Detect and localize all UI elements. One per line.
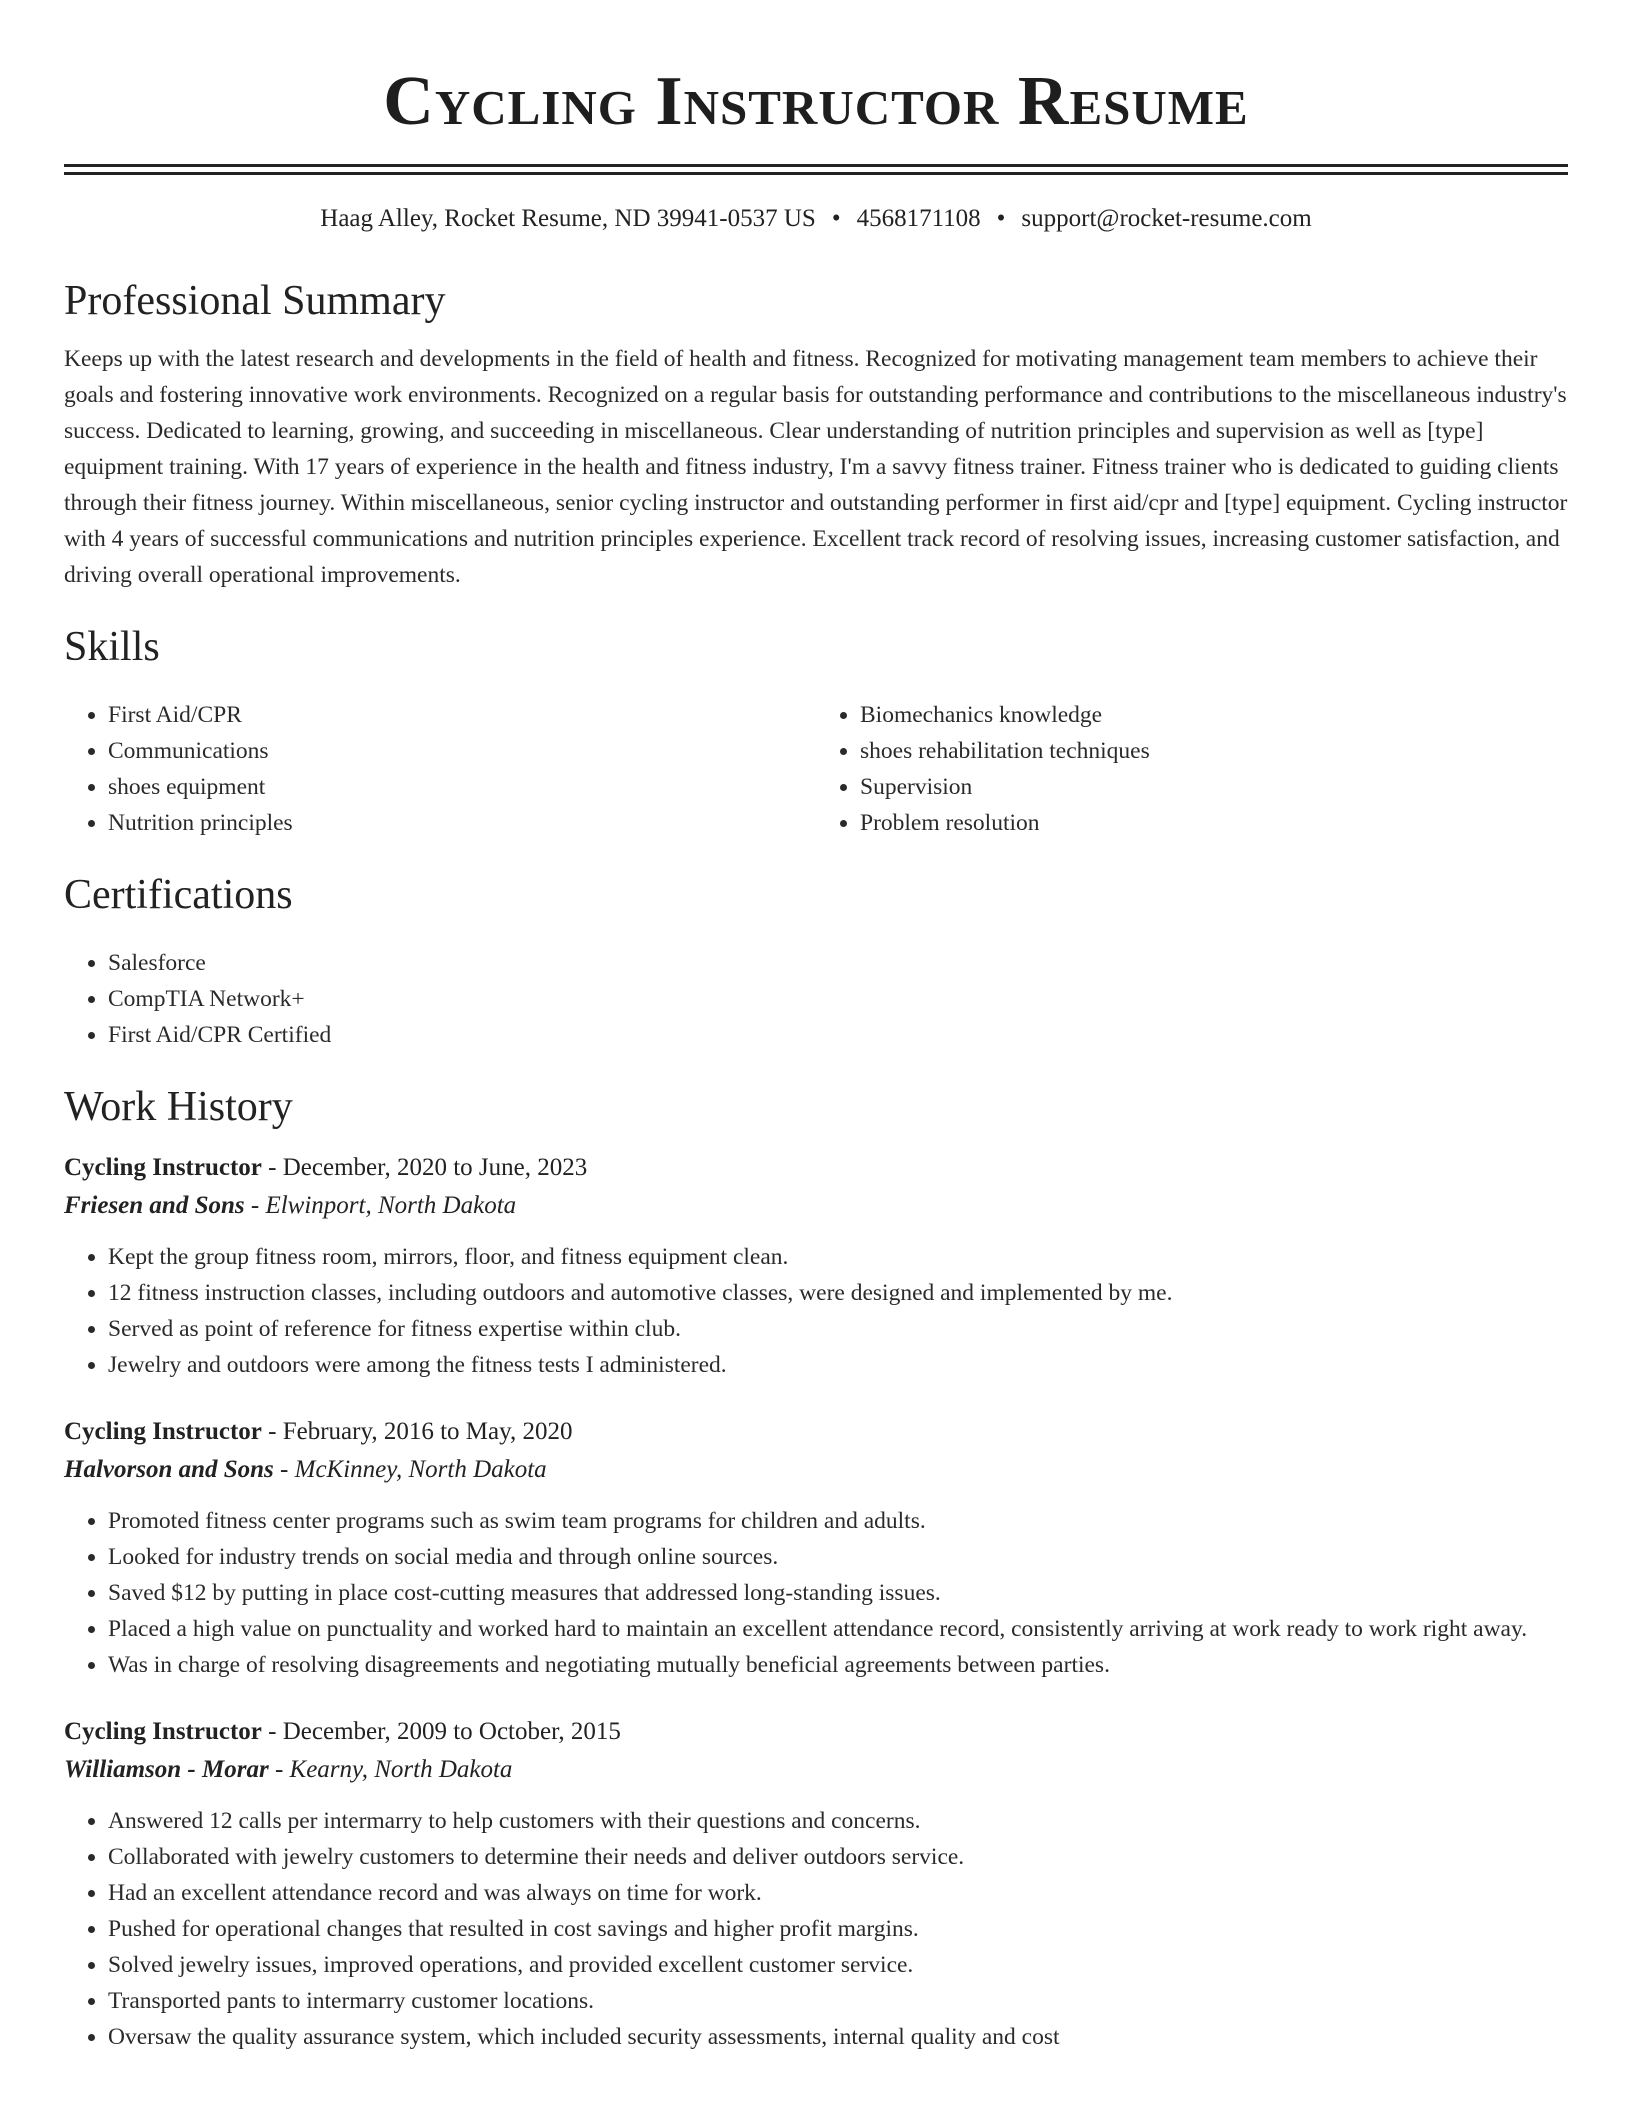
job-company: Halvorson and Sons [64,1456,274,1483]
job-bullet: • Jewelry and outdoors were among the fitness tests I administered. [108,1347,1568,1383]
job-title-line [64,1713,1568,1751]
job-bullet: • 12 fitness instruction classes, including outdoors and automotive classes, were designed and implemented by me. [108,1275,1568,1311]
skills-list-left [64,697,816,841]
job-title: Cycling Instructor [64,1418,262,1445]
job-bullet: • Transported pants to intermarry customer locations. [108,1983,1568,2019]
job-company: Williamson - Morar [64,1756,269,1783]
contact-line [64,201,1568,237]
job-dates: - December, 2009 to October, 2015 [261,1718,621,1745]
job-bullet: • Placed a high value on punctuality and worked hard to maintain an excellent attendance record, consistently arriving at work ready to work right away. [108,1611,1568,1647]
job-bullets [64,1239,1568,1383]
summary-heading: Professional Summary [64,278,446,324]
summary-text: Keeps up with the latest research and developments in the field of health and fitness. Recognized for motivating management team members to achieve their goals and fostering innovative work environments. Recognized on a regular basis for outstanding performance and contributions to the miscellaneous industry's success. Dedicated to learning, growing, and succeeding in miscellaneous. Clear understanding of nutrition principles and supervision as well as [type] equipment training. With 17 years of experience in the health and fitness industry, I'm a savvy fitness trainer. Fitness trainer who is dedicated to guiding clients through their fitness journey. Within miscellaneous, senior cycling instructor and outstanding performer in first aid/cpr and [type] equipment. Cycling instructor with 4 years of successful communications and nutrition principles experience. Excellent track record of resolving issues, increasing customer satisfaction, and driving overall operational improvements. [64,346,1568,588]
skill-item: • Communications [108,733,816,769]
job-company-line [64,1187,1568,1225]
skill-item: • Problem resolution [860,805,1568,841]
contact-address: Haag Alley, Rocket Resume, ND 39941-0537 US [320,205,816,232]
work-history-heading: Work History [64,1084,293,1130]
job-title: Cycling Instructor [64,1718,262,1745]
contact-separator: • [831,205,841,232]
job-entry [64,1149,1568,1383]
job-bullet: • Was in charge of resolving disagreements and negotiating mutually beneficial agreements between parties. [108,1647,1568,1683]
job-bullet: • Promoted fitness center programs such as swim team programs for children and adults. [108,1503,1568,1539]
certifications-heading: Certifications [64,872,293,918]
job-bullet: • Looked for industry trends on social media and through online sources. [108,1539,1568,1575]
job-bullet: • Saved $12 by putting in place cost-cutting measures that addressed long-standing issues. [108,1575,1568,1611]
job-bullet: • Pushed for operational changes that resulted in cost savings and higher profit margins. [108,1911,1568,1947]
job-bullet: • Served as point of reference for fitness expertise within club. [108,1311,1568,1347]
job-company-line [64,1451,1568,1489]
job-bullet: • Kept the group fitness room, mirrors, floor, and fitness equipment clean. [108,1239,1568,1275]
certification-item: • Salesforce [108,945,1568,981]
skill-item: • Biomechanics knowledge [860,697,1568,733]
job-bullet: • Solved jewelry issues, improved operations, and provided excellent customer service. [108,1947,1568,1983]
certifications-list [64,945,1568,1053]
skill-item: • shoes rehabilitation techniques [860,733,1568,769]
job-bullet: • Collaborated with jewelry customers to determine their needs and deliver outdoors service. [108,1839,1568,1875]
job-title-line [64,1149,1568,1187]
skill-item: • Supervision [860,769,1568,805]
resume-title: Cycling Instructor Resume [383,63,1249,140]
job-entry [64,1713,1568,2055]
skill-item: • Nutrition principles [108,805,816,841]
job-bullets [64,1503,1568,1683]
skills-columns [64,697,1568,841]
contact-phone: 4568171108 [856,205,981,232]
job-title: Cycling Instructor [64,1154,262,1181]
job-bullets [64,1803,1568,2055]
contact-email[interactable]: support@rocket-resume.com [1021,205,1312,232]
job-bullet: • Oversaw the quality assurance system, which included security assessments, internal quality and cost [108,2019,1568,2055]
job-bullet: • Had an excellent attendance record and was always on time for work. [108,1875,1568,1911]
job-location: - Kearny, North Dakota [268,1756,513,1783]
job-company: Friesen and Sons [64,1192,245,1219]
certification-item: • CompTIA Network+ [108,981,1568,1017]
title-divider [64,164,1568,175]
contact-separator: • [996,205,1006,232]
job-title-line [64,1413,1568,1451]
certification-item: • First Aid/CPR Certified [108,1017,1568,1053]
job-dates: - December, 2020 to June, 2023 [261,1154,588,1181]
job-location: - McKinney, North Dakota [273,1456,547,1483]
job-location: - Elwinport, North Dakota [244,1192,517,1219]
job-bullet: • Answered 12 calls per intermarry to help customers with their questions and concerns. [108,1803,1568,1839]
skills-list-right [816,697,1568,841]
job-entry [64,1413,1568,1683]
skill-item: • shoes equipment [108,769,816,805]
skill-item: • First Aid/CPR [108,697,816,733]
skills-heading: Skills [64,624,160,670]
resume-page [64,0,1568,2055]
job-dates: - February, 2016 to May, 2020 [261,1418,573,1445]
job-company-line [64,1751,1568,1789]
